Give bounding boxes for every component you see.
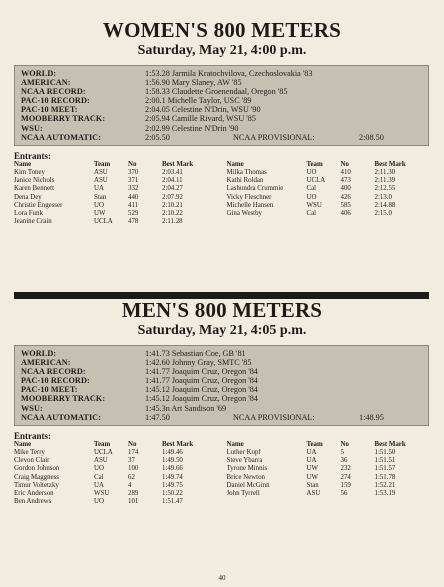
entrant-team: UCLA — [306, 177, 326, 185]
entrant-row — [14, 474, 217, 482]
entrant-best-mark: 2:11.28 — [162, 218, 183, 226]
entrant-row — [14, 449, 217, 457]
entrant-row — [14, 457, 217, 465]
entrant-number: 4 — [128, 481, 132, 489]
record-row — [21, 105, 422, 114]
entrant-number: 529 — [128, 209, 139, 217]
ncaa-standards-row — [21, 133, 422, 142]
record-row — [21, 385, 422, 394]
entrants-heading: Entrants: — [14, 150, 52, 161]
entrant-name: Craig Maggness — [14, 473, 59, 481]
ncaa-provisional-label: NCAA PROVISIONAL: — [233, 132, 315, 142]
record-label: WORLD: — [21, 349, 57, 358]
entrant-row — [227, 194, 430, 202]
entrants-column-left — [14, 161, 217, 227]
entrants-column-right — [217, 161, 430, 227]
entrant-number: 426 — [340, 193, 351, 201]
entrant-best-mark: 1:49.46 — [162, 448, 183, 456]
record-value: 1:45.12 Joaquim Cruz, Oregon '84 — [145, 385, 258, 395]
entrant-row — [227, 482, 430, 490]
entrant-number: 232 — [340, 465, 351, 473]
entrant-team: UCLA — [94, 218, 113, 226]
record-row — [21, 394, 422, 403]
entrant-row — [14, 194, 217, 202]
entrant-row — [227, 202, 430, 210]
record-row — [21, 114, 422, 123]
entrant-number: 174 — [128, 448, 139, 456]
col-no: No — [340, 440, 349, 448]
entrant-name: Karen Bennett — [14, 185, 54, 193]
entrant-best-mark: 1:50.22 — [162, 489, 183, 497]
col-no: No — [340, 160, 349, 168]
event-women-800 — [0, 18, 444, 226]
ncaa-provisional-value: 1:48.95 — [359, 412, 384, 422]
entrant-number: 371 — [128, 177, 139, 185]
entrant-name: Daniel McGinn — [226, 481, 270, 489]
entrant-number: 159 — [340, 481, 351, 489]
entrant-name: Luther Kopf — [226, 448, 261, 456]
entrant-row — [227, 457, 430, 465]
entrant-name: Christie Engesser — [14, 201, 63, 209]
col-best-mark: Best Mark — [374, 440, 406, 448]
entrant-team: Stan — [94, 193, 107, 201]
col-no: No — [128, 160, 137, 168]
entrant-team: ASU — [94, 177, 108, 185]
col-best-mark: Best Mark — [374, 160, 406, 168]
entrant-team: UO — [306, 193, 317, 201]
ncaa-standards-row — [21, 413, 422, 422]
entrant-number: 101 — [128, 498, 139, 506]
record-label: PAC-10 RECORD: — [21, 96, 90, 106]
entrant-best-mark: 2:04.27 — [162, 185, 183, 193]
col-best-mark: Best Mark — [162, 440, 194, 448]
record-value: 1:45.3n Art Sandison '69 — [145, 403, 227, 413]
entrant-list-right — [227, 449, 430, 498]
entrant-best-mark: 2:14.88 — [374, 201, 396, 209]
entrant-name: Kim Toney — [14, 168, 45, 176]
entrant-best-mark: 1:51.50 — [374, 448, 396, 456]
col-team: Team — [94, 160, 111, 168]
record-label: MOOBERRY TRACK: — [21, 394, 106, 404]
entrant-number: 274 — [340, 473, 351, 481]
col-team: Team — [306, 160, 323, 168]
entrant-name: Mike Terry — [14, 448, 45, 456]
col-name: Name — [14, 440, 32, 448]
entrant-best-mark: 2:11.30 — [374, 168, 396, 176]
entrant-team: UA — [94, 481, 104, 489]
entrants-table — [14, 441, 429, 507]
entrant-best-mark: 1:49.66 — [162, 465, 183, 473]
entrant-team: UW — [306, 473, 318, 481]
entrant-team: UW — [94, 209, 106, 217]
entrant-name: John Tyrrell — [226, 489, 260, 497]
entrant-best-mark: 1:49.75 — [162, 481, 183, 489]
entrant-number: 478 — [128, 218, 139, 226]
record-value: 1:45.12 Joaquim Cruz, Oregon '84 — [145, 394, 258, 404]
entrant-row — [14, 490, 217, 498]
record-row — [21, 69, 422, 78]
entrant-row — [14, 465, 217, 473]
records-list — [21, 349, 422, 413]
entrant-best-mark: 2:12.55 — [374, 185, 396, 193]
record-value: 1:41.77 Joaquim Cruz, Oregon '84 — [145, 376, 258, 386]
entrant-team: Cal — [94, 473, 104, 481]
column-header-row — [227, 441, 430, 449]
record-row — [21, 87, 422, 96]
record-label: PAC-10 MEET: — [21, 385, 78, 395]
record-value: 2:05.94 Camille Rivard, WSU '85 — [145, 114, 256, 124]
entrant-best-mark: 1:49.50 — [162, 457, 183, 465]
col-team: Team — [306, 440, 323, 448]
entrant-best-mark: 1:49.74 — [162, 473, 183, 481]
ncaa-provisional-value: 2:08.50 — [359, 132, 384, 142]
entrant-team: WSU — [94, 489, 110, 497]
entrant-number: 440 — [128, 193, 139, 201]
entrant-number: 400 — [340, 185, 351, 193]
entrant-list-right — [227, 169, 430, 218]
event-men-800 — [0, 298, 444, 506]
event-schedule: Saturday, May 21, 4:00 p.m. — [137, 43, 307, 58]
entrant-row — [227, 465, 430, 473]
entrant-number: 332 — [128, 185, 139, 193]
entrant-best-mark: 1:51.47 — [162, 498, 183, 506]
records-box — [14, 345, 429, 426]
record-value: 1:58.33 Claudette Groenendaal, Oregon '85 — [145, 87, 288, 97]
entrant-row — [227, 449, 430, 457]
record-label: PAC-10 MEET: — [21, 105, 78, 115]
entrant-row — [14, 169, 217, 177]
record-label: MOOBERRY TRACK: — [21, 114, 106, 124]
entrant-name: Clevon Clair — [14, 457, 50, 465]
entrant-best-mark: 1:51.51 — [374, 457, 396, 465]
event-title: MEN'S 800 METERS — [121, 298, 323, 322]
entrant-name: Timur Voltetzky — [14, 481, 59, 489]
record-row — [21, 376, 422, 385]
entrant-team: Cal — [306, 209, 317, 217]
ncaa-automatic-value: 2:05.50 — [145, 132, 170, 142]
entrant-row — [227, 169, 430, 177]
entrant-row — [227, 185, 430, 193]
entrant-list-left — [14, 449, 217, 506]
entrant-team: Stan — [306, 481, 319, 489]
entrant-name: Jeanine Crain — [14, 218, 52, 226]
entrant-team: WSU — [306, 201, 322, 209]
record-label: WORLD: — [21, 69, 57, 78]
col-name: Name — [14, 160, 32, 168]
entrant-name: Gina Westby — [226, 209, 262, 217]
entrant-team: UO — [94, 498, 104, 506]
entrant-number: 56 — [340, 489, 348, 497]
entrant-best-mark: 2:10.21 — [162, 201, 183, 209]
entrant-best-mark: 2:15.0 — [374, 209, 392, 217]
record-row — [21, 349, 422, 358]
record-row — [21, 96, 422, 105]
record-row — [21, 367, 422, 376]
entrant-name: Steve Ybarra — [226, 457, 263, 465]
record-value: 2:00.1 Michelle Taylor, USC '89 — [145, 96, 252, 106]
entrant-number: 411 — [128, 201, 139, 209]
record-value: 2:04.05 Celestine N'Drin, WSU '90 — [145, 105, 261, 115]
entrant-row — [227, 177, 430, 185]
entrant-team: ASU — [306, 489, 321, 497]
entrants-column-left — [14, 441, 217, 507]
record-value: 2:02.99 Celestine N'Drin '90 — [145, 123, 239, 133]
entrant-team: ASU — [94, 457, 108, 465]
entrant-name: Vicky Fleschner — [226, 193, 272, 201]
entrant-row — [14, 210, 217, 218]
entrant-name: Lashundra Crummie — [226, 185, 284, 193]
entrants-section — [14, 151, 429, 227]
entrant-team: UA — [306, 457, 317, 465]
entrants-section — [14, 431, 429, 507]
entrant-list-left — [14, 169, 217, 226]
entrant-name: Janice Nichols — [14, 177, 55, 185]
entrant-name: Kathi Roldan — [226, 177, 264, 185]
entrant-best-mark: 2:13.0 — [374, 193, 392, 201]
entrant-team: UO — [94, 465, 104, 473]
record-label: NCAA RECORD: — [21, 367, 86, 377]
ncaa-automatic-label: NCAA AUTOMATIC: — [21, 132, 102, 142]
record-value: 1:53.28 Jarmila Kratochvilova, Czechoslovakia '83 — [145, 69, 313, 78]
page-number: 40 — [218, 574, 226, 582]
entrant-row — [14, 202, 217, 210]
record-row — [21, 404, 422, 413]
record-label: AMERICAN: — [21, 358, 71, 368]
entrant-best-mark: 2:04.11 — [162, 177, 183, 185]
entrant-row — [14, 498, 217, 506]
record-label: NCAA RECORD: — [21, 87, 86, 97]
entrant-row — [14, 177, 217, 185]
column-header-row — [14, 441, 217, 449]
entrant-row — [227, 490, 430, 498]
entrants-heading: Entrants: — [14, 430, 52, 441]
entrant-row — [14, 482, 217, 490]
record-row — [21, 124, 422, 133]
entrant-team: UO — [94, 201, 104, 209]
entrant-best-mark: 1:53.19 — [374, 489, 396, 497]
entrant-name: Tyrone Minnis — [226, 465, 268, 473]
entrant-team: UA — [306, 448, 317, 456]
entrant-number: 289 — [128, 489, 139, 497]
entrant-row — [227, 210, 430, 218]
entrant-name: Lora Funk — [14, 209, 43, 217]
entrant-row — [14, 185, 217, 193]
entrant-team: UCLA — [94, 448, 113, 456]
entrant-number: 36 — [340, 457, 348, 465]
entrant-best-mark: 2:07.92 — [162, 193, 183, 201]
col-no: No — [128, 440, 137, 448]
entrant-team: Cal — [306, 185, 317, 193]
records-box — [14, 65, 429, 146]
ncaa-automatic-label: NCAA AUTOMATIC: — [21, 412, 102, 422]
entrant-name: Ben Andrews — [14, 498, 52, 506]
entrant-number: 410 — [340, 168, 351, 176]
entrant-team: UA — [94, 185, 104, 193]
entrant-team: UO — [306, 168, 317, 176]
entrant-best-mark: 1:51.57 — [374, 465, 396, 473]
event-title: WOMEN'S 800 METERS — [102, 18, 342, 42]
records-list — [21, 69, 422, 133]
record-value: 1:41.77 Joaquim Cruz, Oregon '84 — [145, 367, 258, 377]
entrant-name: Gordon Johnson — [14, 465, 60, 473]
col-team: Team — [94, 440, 111, 448]
ncaa-automatic-value: 1:47.50 — [145, 412, 170, 422]
entrant-number: 5 — [340, 448, 344, 456]
entrant-best-mark: 1:51.78 — [374, 473, 396, 481]
entrant-number: 473 — [340, 177, 351, 185]
record-row — [21, 78, 422, 87]
col-name: Name — [226, 440, 244, 448]
entrants-column-right — [217, 441, 430, 507]
entrant-name: Milka Thomas — [226, 168, 267, 176]
record-row — [21, 358, 422, 367]
entrant-name: Brice Newton — [226, 473, 265, 481]
entrant-name: Michelle Hansen — [226, 201, 274, 209]
ncaa-provisional-label: NCAA PROVISIONAL: — [233, 412, 315, 422]
record-label: WSU: — [21, 403, 43, 413]
record-label: WSU: — [21, 123, 43, 133]
entrant-number: 100 — [128, 465, 139, 473]
entrant-number: 37 — [128, 457, 135, 465]
record-value: 1:41.73 Sebastian Coe, GB '81 — [145, 349, 246, 358]
entrant-team: UW — [306, 465, 318, 473]
entrants-table — [14, 161, 429, 227]
entrant-name: Eric Anderson — [14, 489, 54, 497]
event-schedule: Saturday, May 21, 4:05 p.m. — [137, 323, 307, 338]
entrant-best-mark: 2:11.39 — [374, 177, 396, 185]
record-value: 1:42.60 Johnny Gray, SMTC '85 — [145, 358, 252, 368]
column-header-row — [227, 161, 430, 169]
entrant-number: 62 — [128, 473, 135, 481]
entrant-name: Dena Dey — [14, 193, 42, 201]
record-label: PAC-10 RECORD: — [21, 376, 90, 386]
entrant-number: 406 — [340, 209, 351, 217]
entrant-row — [14, 218, 217, 226]
entrant-number: 370 — [128, 168, 139, 176]
entrant-best-mark: 2:03.41 — [162, 168, 183, 176]
col-best-mark: Best Mark — [162, 160, 194, 168]
record-label: AMERICAN: — [21, 78, 71, 88]
record-value: 1:56.90 Mary Slaney, AW '85 — [145, 78, 242, 88]
entrant-row — [227, 474, 430, 482]
entrant-best-mark: 1:52.21 — [374, 481, 396, 489]
entrant-number: 585 — [340, 201, 351, 209]
entrant-team: ASU — [94, 168, 108, 176]
entrant-best-mark: 2:10.22 — [162, 209, 183, 217]
col-name: Name — [226, 160, 244, 168]
column-header-row — [14, 161, 217, 169]
